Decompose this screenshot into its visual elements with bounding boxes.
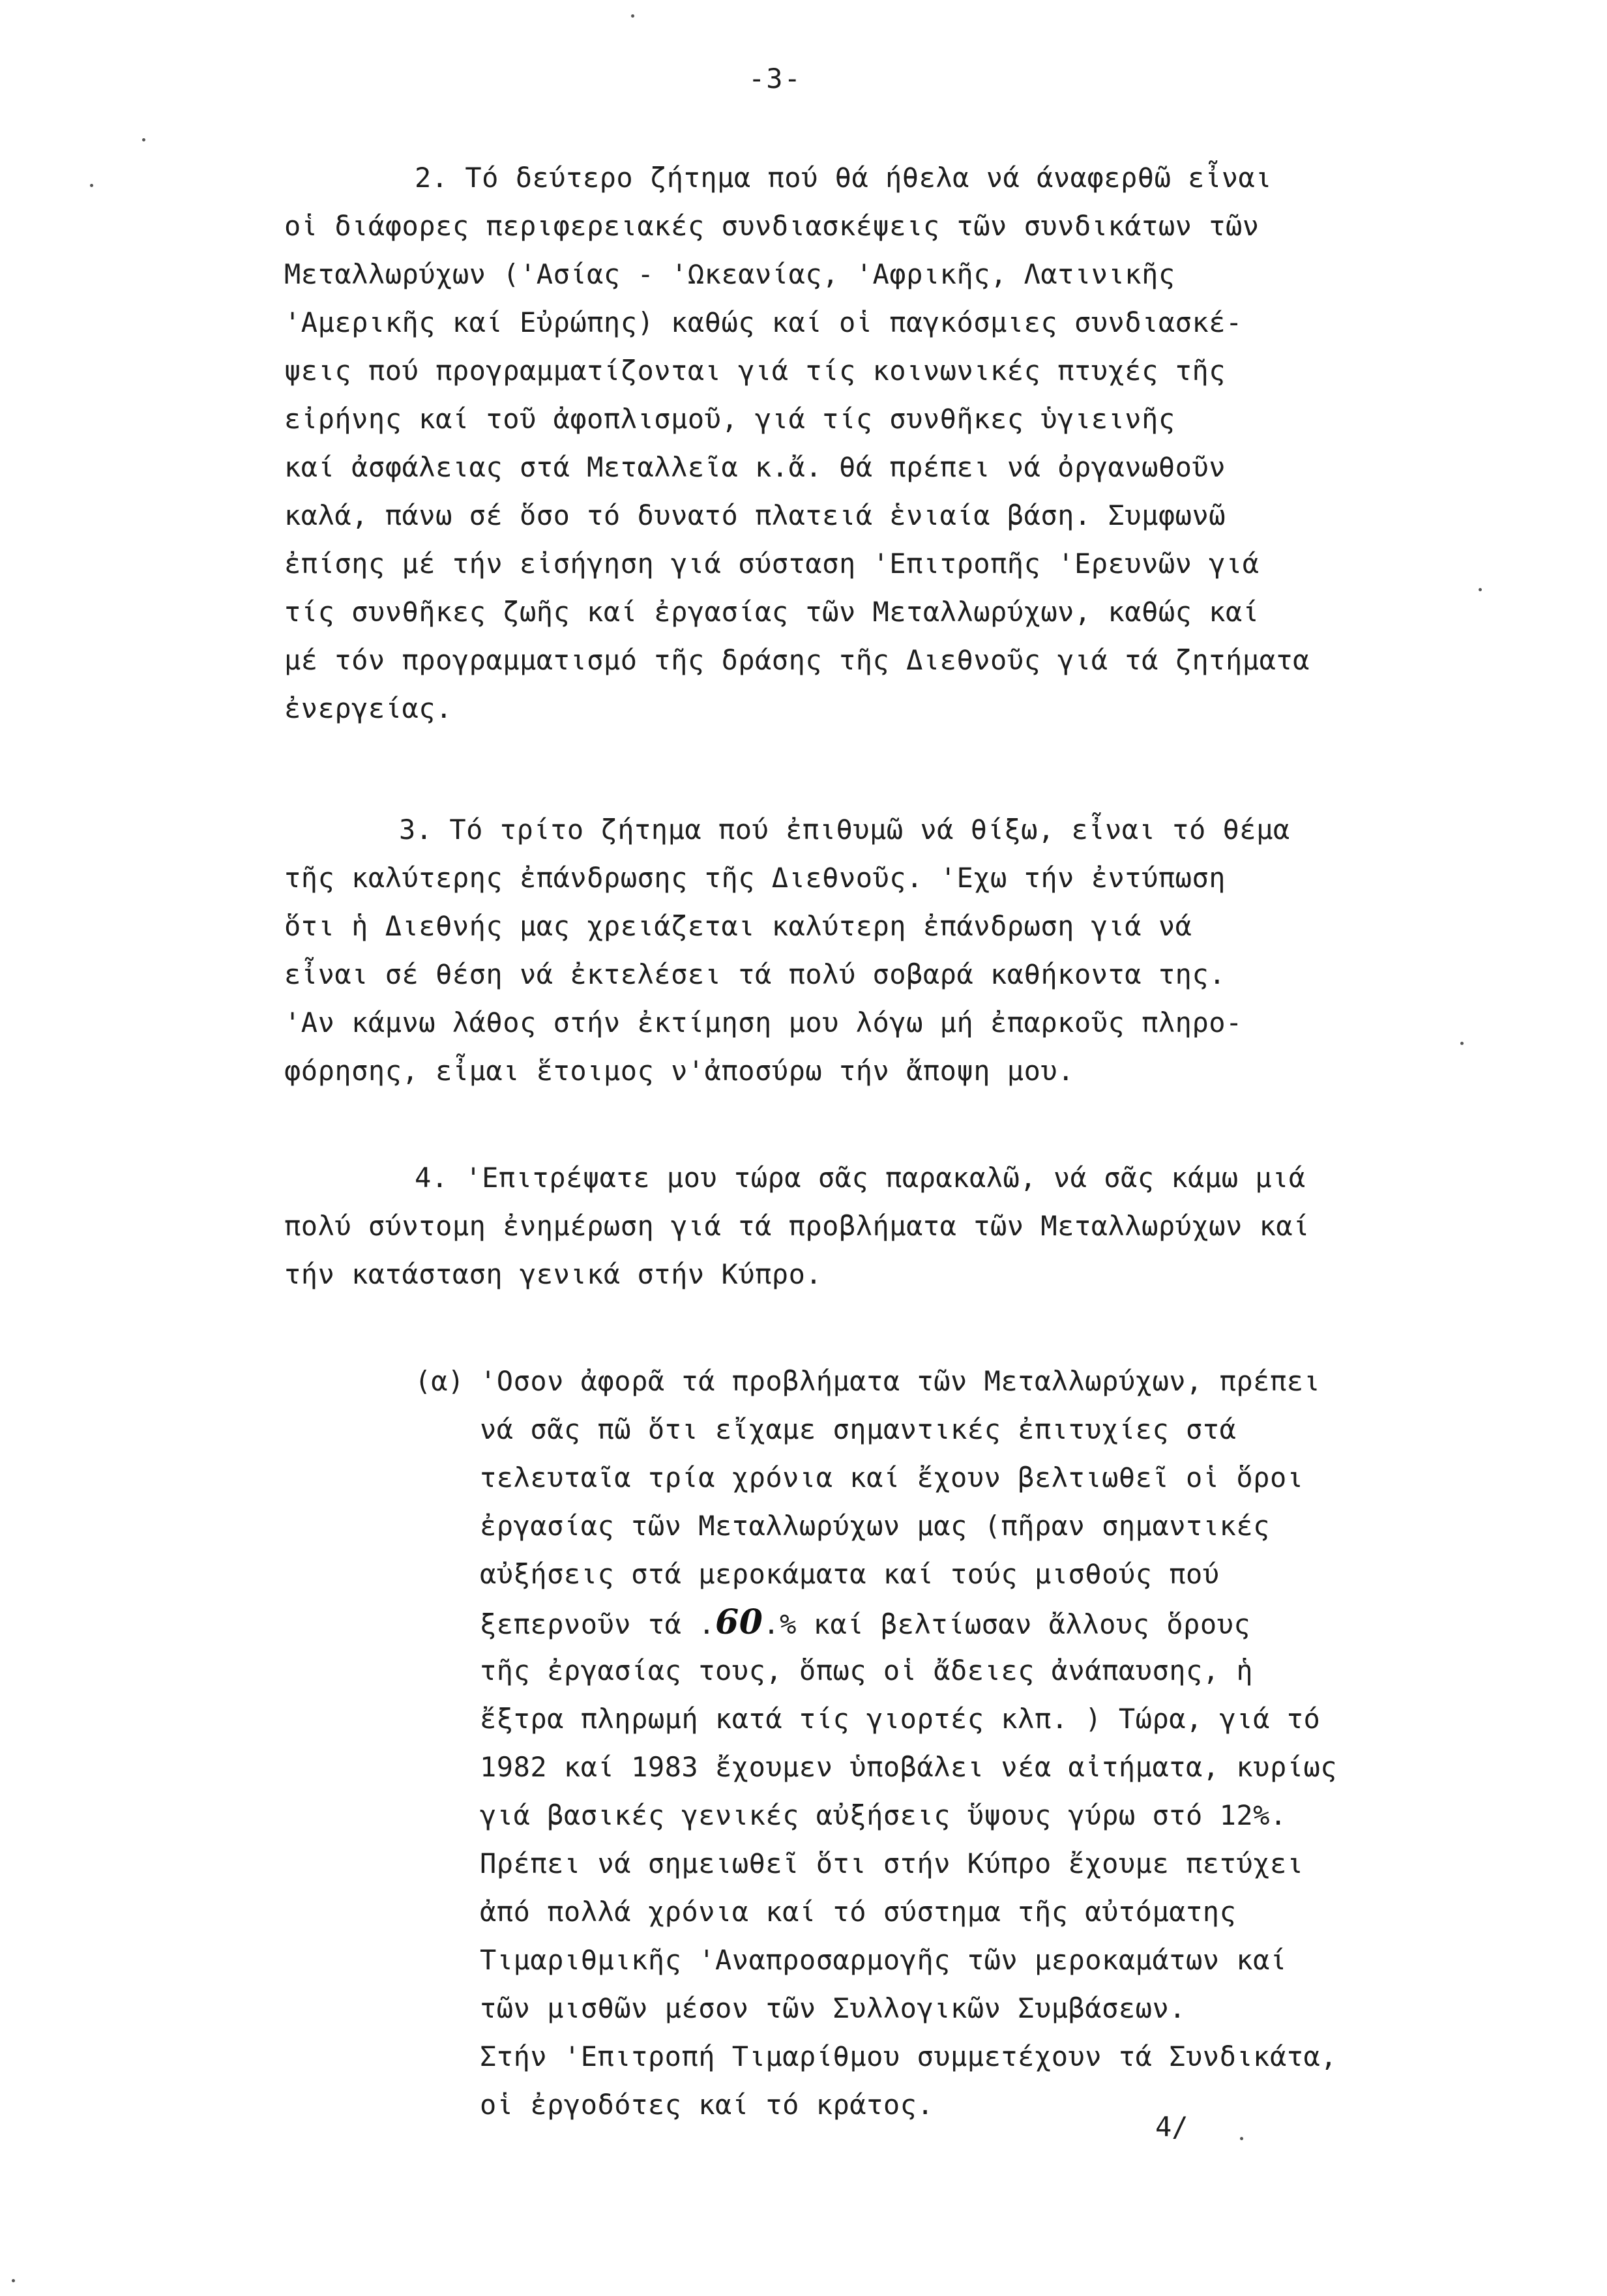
text-line: 'Αν κάμνω λάθος στήν ἐκτίμηση μου λόγω μή ἐπαρκοῦς πληρο-: [284, 1007, 1243, 1038]
scan-speck: [90, 184, 93, 187]
text-line: καλά, πάνω σέ ὅσο τό δυνατό πλατειά ἑνιαία βάση. Συμφωνῶ: [284, 499, 1226, 531]
text-line: οἱ ἐργοδότες καί τό κράτος.: [480, 2089, 934, 2121]
continuation-marker: 4/: [1155, 2111, 1188, 2143]
text-line: 2. Τό δεύτερο ζήτημα πού θά ήθελα νά άναφερθῶ εἶναι: [415, 162, 1273, 194]
text-line: Μεταλλωρύχων ('Ασίας - 'Ωκεανίας, 'Αφρικῆς, Λατινικῆς: [284, 258, 1175, 290]
text-line: Τιμαριθμικῆς 'Αναπροσαρμογῆς τῶν μεροκαμάτων καί: [480, 1944, 1287, 1976]
percent-line-end: .% καί βελτίωσαν ἄλλους ὅρους: [763, 1608, 1251, 1640]
paragraph-2: [284, 154, 1310, 733]
page-number: -3-: [748, 63, 802, 95]
text-line: ἐργασίας τῶν Μεταλλωρύχων μας (πῆραν σημαντικές: [480, 1510, 1270, 1542]
scan-speck: [142, 138, 145, 141]
text-line: 'Αμερικῆς καί Εὐρώπης) καθώς καί οἱ παγκόσμιες συνδιασκέ-: [284, 306, 1243, 338]
text-line: εἰρήνης καί τοῦ ἀφοπλισμοῦ, γιά τίς συνθῆκες ὑγιεινῆς: [284, 403, 1175, 435]
text-line: τήν κατάσταση γενικά στήν Κύπρο.: [284, 1258, 823, 1290]
scan-speck: [1460, 1042, 1464, 1045]
text-line: μέ τόν προγραμματισμό τῆς δράσης τῆς Διεθνοῦς γιά τά ζητήματα: [284, 644, 1310, 676]
scan-speck: [12, 2279, 15, 2282]
subparagraph-label: (α): [415, 1365, 464, 1397]
text-line: ἔξτρα πληρωμή κατά τίς γιορτές κλπ. ) Τώρα, γιά τό: [480, 1703, 1321, 1735]
text-line: τίς συνθῆκες ζωῆς καί ἐργασίας τῶν Μεταλλωρύχων, καθώς καί: [284, 596, 1260, 628]
text-line: ὅτι ἡ Διεθνής μας χρειάζεται καλύτερη ἐπάνδρωση γιά νά: [284, 910, 1192, 942]
text-line: φόρησης, εἶμαι ἕτοιμος ν'ἀποσύρω τήν ἄποψη μου.: [284, 1055, 1074, 1087]
text-line: 1982 καί 1983 ἔχουμεν ὑποβάλει νέα αἰτήματα, κυρίως: [480, 1751, 1338, 1783]
percent-line-start: ξεπερνοῦν τά .: [480, 1608, 716, 1640]
scan-speck: [1240, 2137, 1243, 2140]
text-line: ἀπό πολλά χρόνια καί τό σύστημα τῆς αὐτόματης: [480, 1896, 1237, 1928]
paragraph-3: [284, 806, 1290, 1095]
text-line: τῆς καλύτερης ἐπάνδρωσης τῆς Διεθνοῦς. 'Εχω τήν ἐντύπωση: [284, 862, 1226, 894]
percent-line: [480, 1598, 1337, 1647]
text-line: ἐπίσης μέ τήν εἰσήγηση γιά σύσταση 'Επιτροπῆς 'Ερευνῶν γιά: [284, 548, 1260, 580]
text-line: καί ἀσφάλειας στά Μεταλλεῖα κ.ἄ. θά πρέπει νά ὀργανωθοῦν: [284, 451, 1226, 483]
text-line: Πρέπει νά σημειωθεῖ ὅτι στήν Κύπρο ἔχουμε πετύχει: [480, 1847, 1304, 1879]
scan-speck: [631, 14, 634, 18]
text-line: γιά βασικές γενικές αὐξήσεις ὕψους γύρω στό 12%.: [480, 1799, 1287, 1831]
text-line: πολύ σύντομη ἐνημέρωση γιά τά προβλήματα τῶν Μεταλλωρύχων καί: [284, 1210, 1310, 1242]
scan-speck: [1479, 588, 1482, 591]
text-line: τῆς ἐργασίας τους, ὅπως οἱ ἄδειες ἀνάπαυσης, ἡ: [480, 1655, 1254, 1686]
handwritten-percentage: 60: [715, 1602, 763, 1642]
text-line: 4. 'Επιτρέψατε μου τώρα σᾶς παρακαλῶ, νά σᾶς κάμω μιά: [415, 1162, 1306, 1194]
text-line: ψεις πού προγραμματίζονται γιά τίς κοινωνικές πτυχές τῆς: [284, 355, 1226, 387]
text-line: Στήν 'Επιτροπή Τιμαρίθμου συμμετέχουν τά Συνδικάτα,: [480, 2040, 1338, 2072]
text-line: νά σᾶς πῶ ὅτι εἴχαμε σημαντικές ἐπιτυχίες στά: [480, 1413, 1237, 1445]
text-line: αὐξήσεις στά μεροκάματα καί τούς μισθούς πού: [480, 1558, 1220, 1590]
text-line: οἱ διάφορες περιφερειακές συνδιασκέψεις τῶν συνδικάτων τῶν: [284, 210, 1260, 242]
text-line: ἐνεργείας.: [284, 692, 452, 724]
text-line: τῶν μισθῶν μέσον τῶν Συλλογικῶν Συμβάσεων.: [480, 1992, 1187, 2024]
paragraph-4a: [480, 1357, 1337, 2129]
text-line: 'Οσον ἀφορᾶ τά προβλήματα τῶν Μεταλλωρύχων, πρέπει: [480, 1365, 1321, 1397]
text-line: εἶναι σέ θέση νά ἐκτελέσει τά πολύ σοβαρά καθήκοντα της.: [284, 958, 1226, 990]
paragraph-4: [284, 1154, 1310, 1299]
text-line: τελευταῖα τρία χρόνια καί ἔχουν βελτιωθεῖ οἱ ὅροι: [480, 1462, 1304, 1494]
text-line: 3. Τό τρίτο ζήτημα πού ἐπιθυμῶ νά θίξω, εἶναι τό θέμα: [399, 814, 1290, 846]
